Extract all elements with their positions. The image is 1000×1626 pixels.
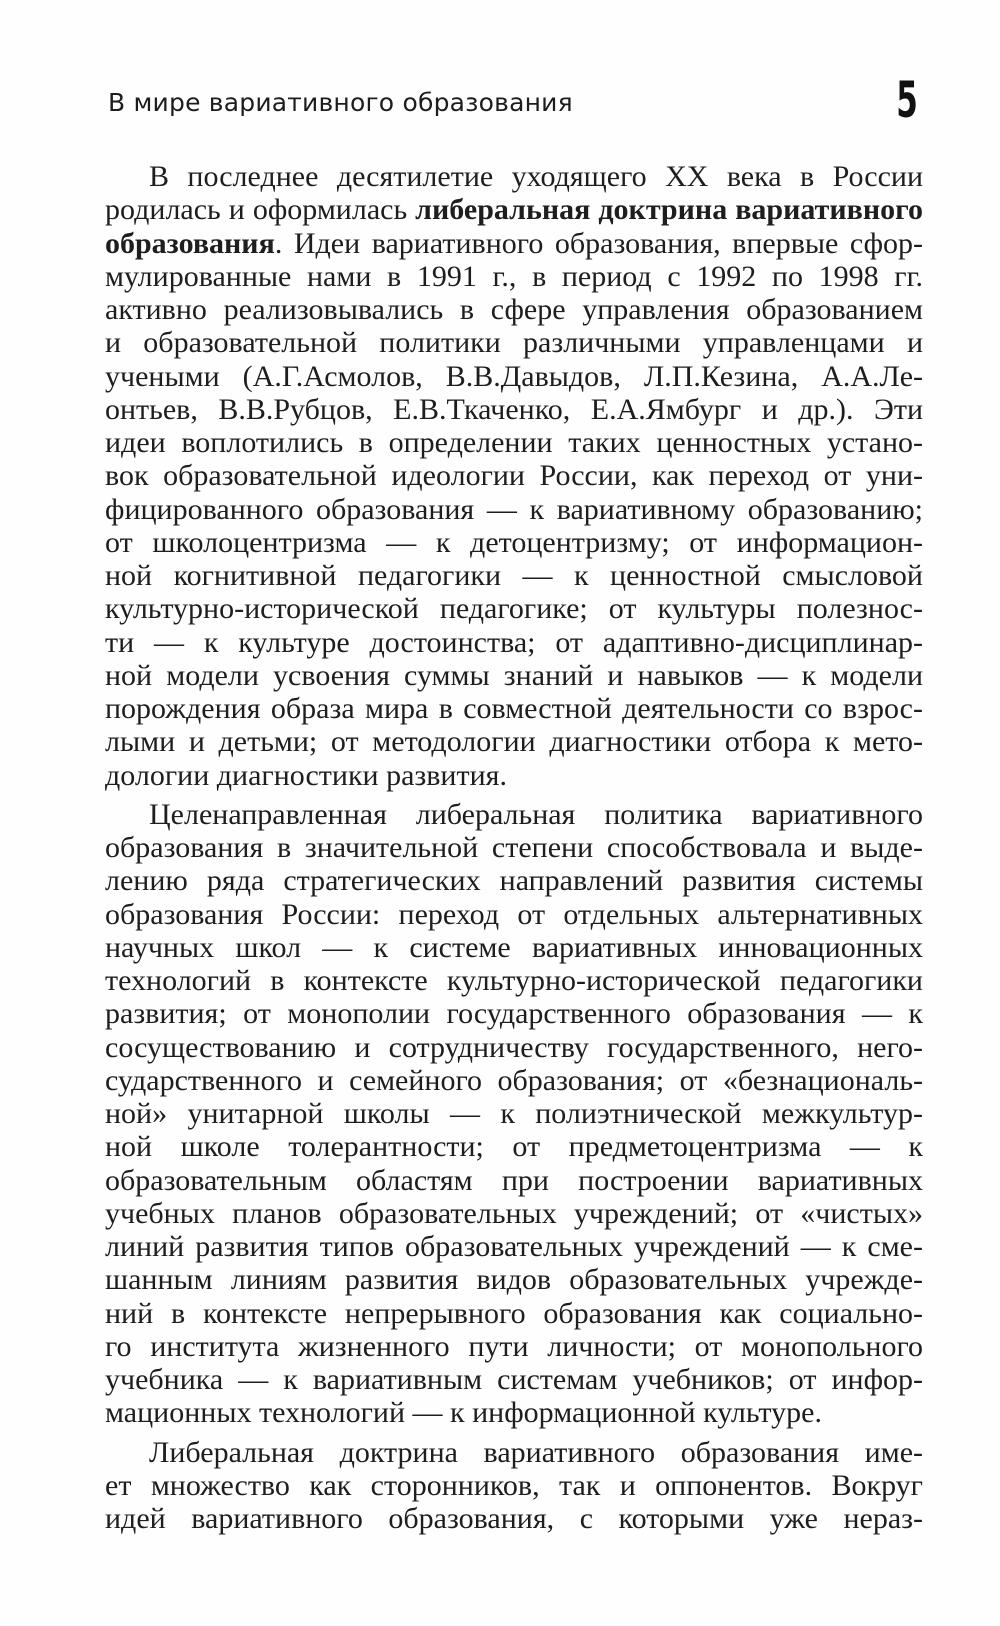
text-line: сосуществованию и сотрудничеству государственного, него-: [105, 1030, 923, 1064]
text-line: ной школе толерантности; от предметоцентризма — к: [105, 1130, 923, 1164]
paragraph: [105, 160, 923, 792]
text-line: учебника — к вариативным системам учебников; от инфор-: [105, 1363, 923, 1396]
page-number: 5: [896, 71, 918, 129]
text-line: образования России: переход от отдельных альтернативных: [105, 897, 923, 931]
text-line: Либеральная доктрина вариативного образования име-: [149, 1435, 923, 1469]
text-line: ет множество как сторонников, так и оппонентов. Вокруг: [105, 1468, 923, 1502]
text-line: ной» унитарной школы — к полиэтнической межкультур-: [105, 1097, 923, 1130]
text-line: ной когнитивной педагогики — к ценностной смысловой: [105, 559, 923, 592]
text-line: учебных планов образовательных учреждений; от «чистых»: [105, 1196, 923, 1230]
text-line: научных школ — к системе вариативных инновационных: [105, 930, 923, 964]
text-line: идей вариативного образования, с которыми уже нераз-: [105, 1502, 923, 1535]
text-line: шанным линиям развития видов образовательных учрежде-: [105, 1263, 923, 1297]
text-line: активно реализовывались в сфере управления образованием: [105, 293, 923, 326]
text-line: образования в значительной степени способствовала и выде-: [105, 831, 923, 864]
text-line: развития; от монополии государственного образования — к: [105, 997, 923, 1031]
bold-term: либеральная доктрина вариативного: [415, 193, 923, 227]
text-line: ти — к культуре достоинства; от адаптивно-дисциплинар-: [105, 625, 923, 659]
text-line: ной модели усвоения суммы знаний и навыков — к модели: [105, 658, 923, 692]
text-line: ний в контексте непрерывного образования как социально-: [105, 1296, 923, 1330]
text-line: фицированного образования — к вариативному образованию;: [105, 492, 923, 526]
text-line: учеными (А.Г.Асмолов, В.В.Давыдов, Л.П.Кезина, А.А.Ле-: [105, 359, 923, 393]
text-line: культурно-исторической педагогике; от культуры полезнос-: [105, 592, 923, 626]
running-head-title: В мире вариативного образования: [108, 88, 573, 117]
text-line: порождения образа мира в совместной деятельности со взрос-: [105, 692, 923, 725]
text-line: онтьев, В.В.Рубцов, Е.В.Ткаченко, Е.А.Ямбург и др.). Эти: [105, 392, 923, 426]
text-line: лению ряда стратегических направлений развития системы: [105, 864, 923, 898]
text-line: дологии диагностики развития.: [105, 758, 507, 792]
text-line: вок образовательной идеологии России, как переход от уни-: [105, 459, 923, 493]
bold-term: образования: [105, 226, 275, 260]
body-text: [105, 160, 923, 1535]
text-run: родилась и оформилась: [105, 193, 416, 227]
text-line: сударственного и семейного образования; от «безнациональ-: [105, 1063, 923, 1097]
text-line: мулированные нами в 1991 г., в период с 1992 по 1998 гг.: [105, 259, 923, 293]
running-head: [108, 71, 918, 130]
paragraph: [105, 798, 923, 1430]
text-line: линий развития типов образовательных учреждений — к сме-: [105, 1230, 923, 1263]
text-line: и образовательной политики различными управленцами и: [105, 326, 923, 360]
text-line: от школоцентризма — к детоцентризму; от информацион-: [105, 525, 923, 559]
text-line: В последнее десятилетие уходящего XX века в России: [149, 160, 923, 193]
text-line: Целенаправленная либеральная политика вариативного: [149, 797, 923, 831]
text-line: лыми и детьми; от методологии диагностики отбора к мето-: [105, 725, 923, 759]
text-run: . Идеи вариативного образования, впервые сфор-: [274, 226, 923, 260]
text-line: [105, 193, 923, 226]
text-line: [105, 227, 923, 260]
text-line: идеи воплотились в определении таких ценностных устано-: [105, 426, 923, 459]
text-line: мационных технологий — к информационной культуре.: [105, 1396, 822, 1430]
text-line: го института жизненного пути личности; от монопольного: [105, 1329, 923, 1363]
text-line: технологий в контексте культурно-исторической педагогики: [105, 964, 923, 997]
paragraph: [105, 1436, 923, 1536]
text-line: образовательным областям при построении вариативных: [105, 1163, 923, 1197]
